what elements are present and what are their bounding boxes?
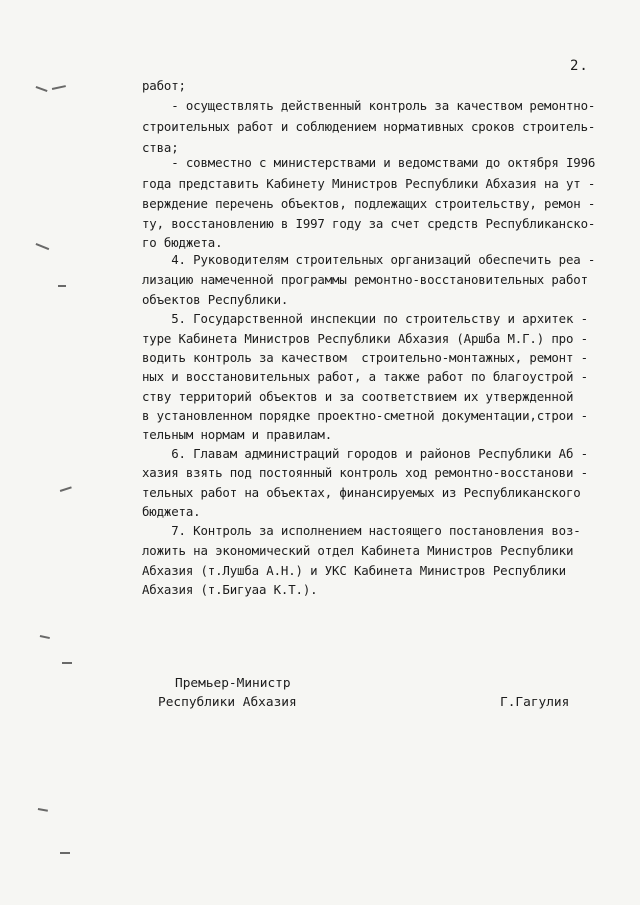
signature-title: Республики Абхазия: [158, 695, 297, 710]
text-line: бюджета.: [142, 504, 201, 519]
text-line: тельных работ на объектах, финансируемых из Республиканского: [142, 485, 581, 500]
text-line: лизацию намеченной программы ремонтно-восстановительных работ: [142, 272, 588, 287]
text-line: года представить Кабинету Министров Республики Абхазия на ут -: [142, 176, 596, 191]
text-line: ства;: [142, 140, 179, 155]
text-line: Абхазия (т.Лушба А.Н.) и УКС Кабинета Министров Республики: [142, 563, 566, 578]
text-line: ству территорий объектов и за соответствием их утвержденной: [142, 389, 574, 404]
text-line: объектов Республики.: [142, 292, 289, 307]
text-line: туре Кабинета Министров Республики Абхазия (Аршба М.Г.) про -: [142, 331, 588, 346]
text-line: хазия взять под постоянный контроль ход ремонтно-восстанови -: [142, 465, 588, 480]
binder-mark: [40, 635, 50, 639]
signatory-name: Г.Гагулия: [500, 695, 570, 710]
text-line: ту, восстановлению в I997 году за счет средств Республиканско-: [142, 216, 596, 231]
text-line: в установленном порядке проектно-сметной документации,строи -: [142, 408, 588, 423]
binder-mark: [36, 243, 50, 250]
text-line: 7. Контроль за исполнением настоящего постановления воз-: [142, 523, 581, 538]
text-line: 6. Главам администраций городов и районов Республики Аб -: [142, 446, 588, 461]
signature-title: Премьер-Министр: [175, 676, 291, 691]
binder-mark: [60, 486, 72, 491]
text-line: Абхазия (т.Бигуаа К.Т.).: [142, 582, 318, 597]
binder-mark: [60, 852, 70, 854]
binder-mark: [38, 808, 48, 811]
text-line: работ;: [142, 78, 186, 93]
binder-mark: [62, 662, 72, 664]
text-line: ных и восстановительных работ, а также работ по благоустрой -: [142, 369, 588, 384]
text-line: верждение перечень объектов, подлежащих строительству, ремон -: [142, 196, 596, 211]
page-number: 2.: [570, 58, 589, 74]
binder-mark: [58, 285, 66, 287]
text-line: - совместно с министерствами и ведомствами до октября I996: [142, 155, 596, 170]
binder-mark: [36, 86, 48, 92]
text-line: водить контроль за качеством строительно-монтажных, ремонт -: [142, 350, 588, 365]
text-line: 5. Государственной инспекции по строительству и архитек -: [142, 311, 588, 326]
text-line: го бюджета.: [142, 235, 223, 250]
binder-mark: [52, 85, 66, 89]
text-line: 4. Руководителям строительных организаций обеспечить реа -: [142, 252, 596, 267]
text-line: - осуществлять действенный контроль за качеством ремонтно-: [142, 98, 596, 113]
text-line: ложить на экономический отдел Кабинета Министров Республики: [142, 543, 574, 558]
text-line: тельным нормам и правилам.: [142, 427, 333, 442]
text-line: строительных работ и соблюдением нормативных сроков строитель-: [142, 119, 596, 134]
